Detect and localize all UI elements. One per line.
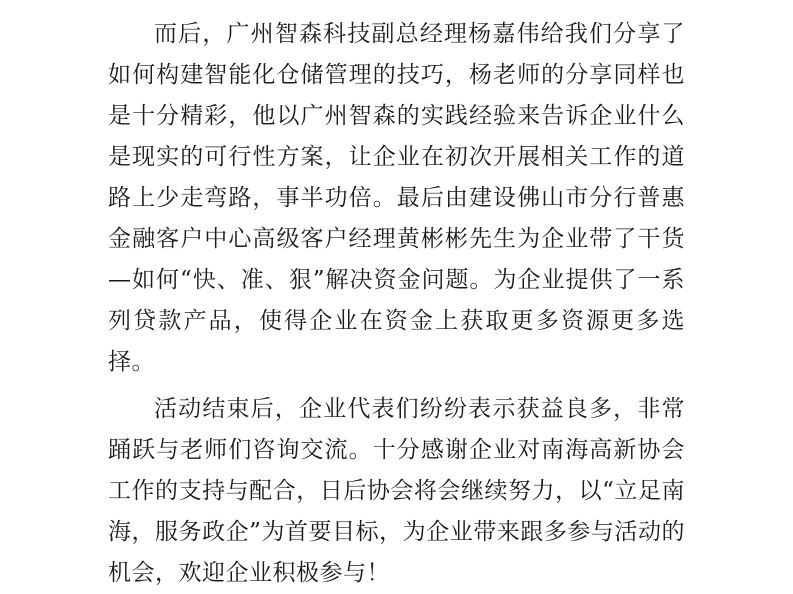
paragraph-2: 活动结束后，企业代表们纷纷表示获益良多，非常踊跃与老师们咨询交流。十分感谢企业对南海高新协会工作的支持与配合，日后协会将会继续努力，以“立足南海，服务政企”为首要目标，为企业带来跟多参与活动的机会，欢迎企业积极参与！ [108,396,685,586]
paragraph-1: 而后，广州智森科技副总经理杨嘉伟给我们分享了如何构建智能化仓储管理的技巧，杨老师的分享同样也是十分精彩，他以广州智森的实践经验来告诉企业什么是现实的可行性方案，让企业在初次开展相关工作的道路上少走弯路，事半功倍。最后由建设佛山市分行普惠金融客户中心高级客户经理黄彬彬先生为企业带了干货—如何“快、准、狠”解决资金问题。为企业提供了一系列贷款产品，使得企业在资金上获取更多资源更多选择。 [108,21,685,375]
document-body [108,14,685,594]
